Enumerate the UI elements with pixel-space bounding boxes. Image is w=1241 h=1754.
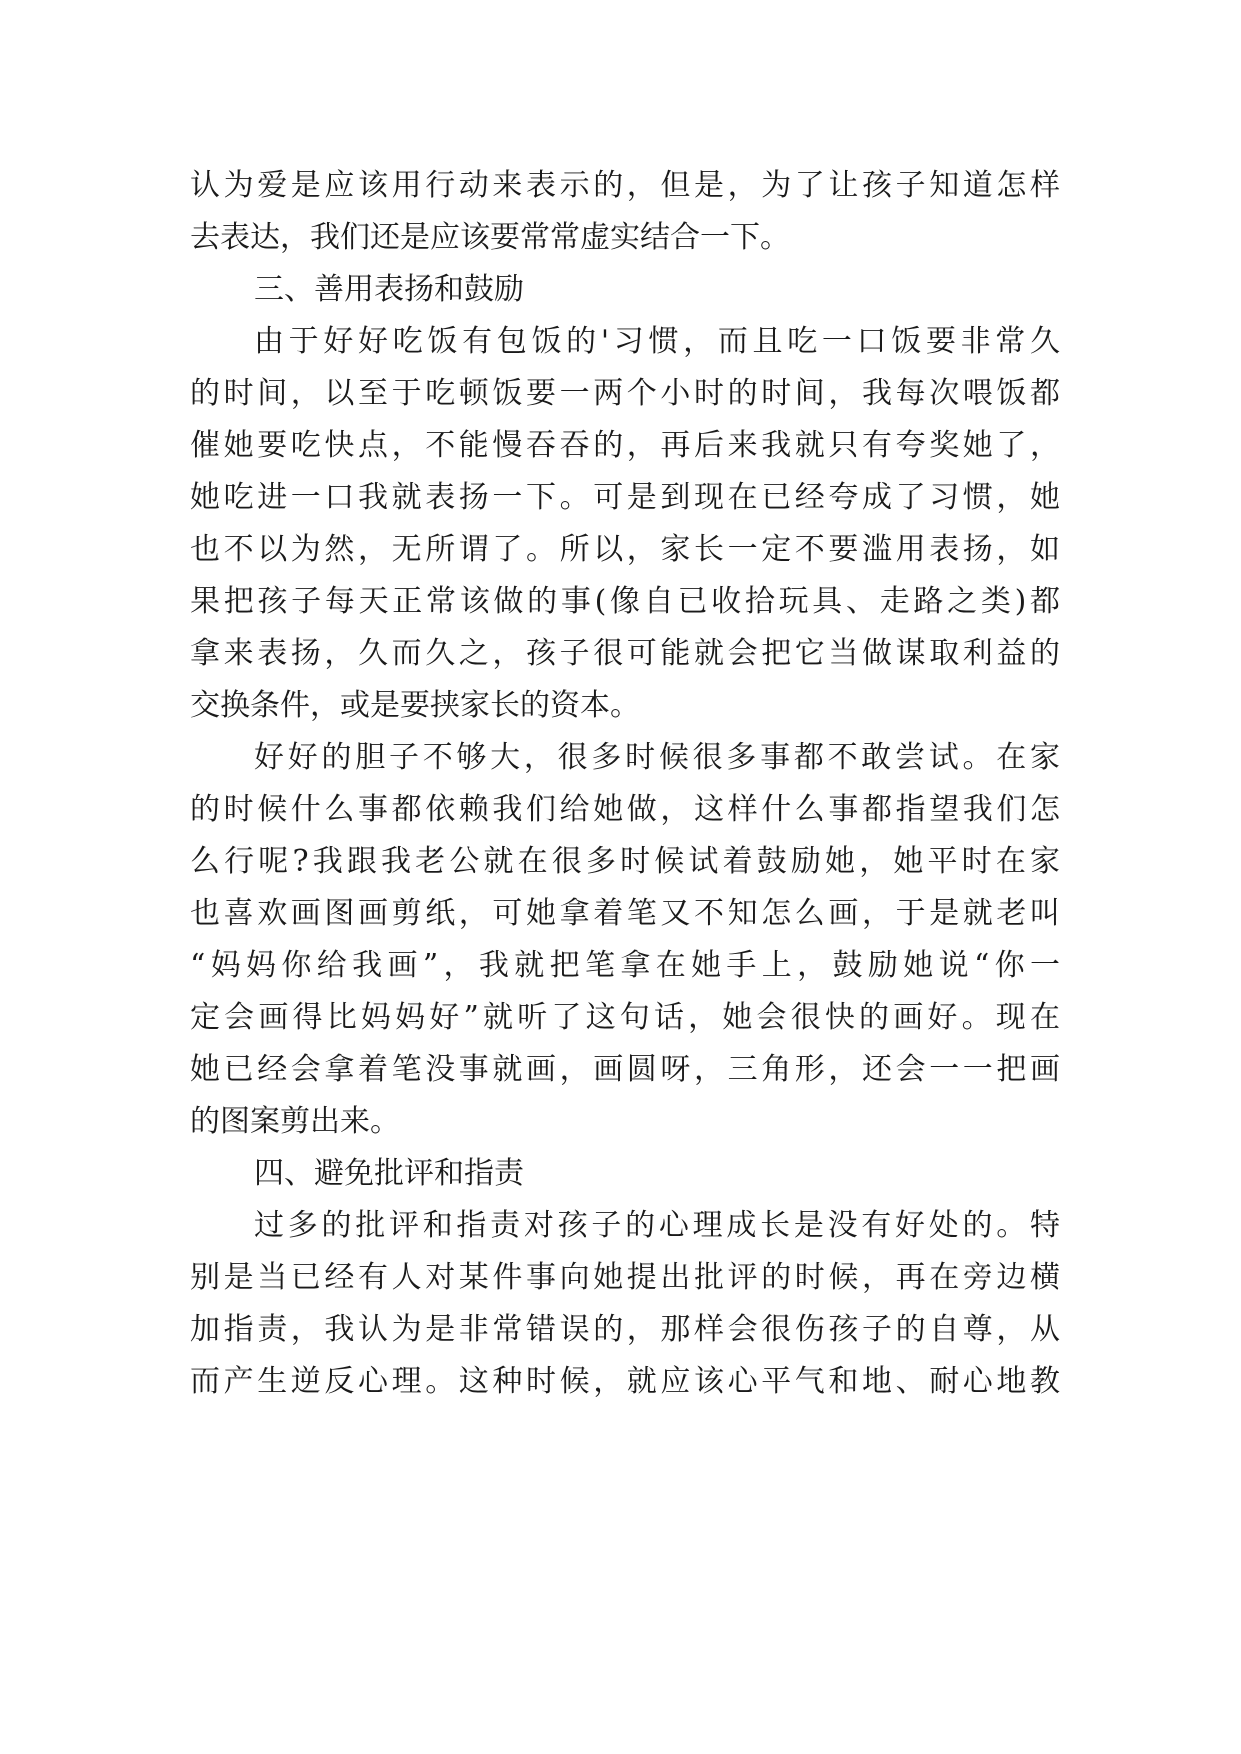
section-heading: 四、避免批评和指责 xyxy=(254,1156,524,1191)
text-line: 也喜欢画图画剪纸，可她拿着笔又不知怎么画，于是就老叫 xyxy=(190,896,1060,931)
text-line: 她吃进一口我就表扬一下。可是到现在已经夸成了习惯，她 xyxy=(190,480,1060,515)
text-line: “妈妈你给我画”，我就把笔拿在她手上，鼓励她说“你一 xyxy=(190,948,1060,983)
document-body xyxy=(190,160,1060,1408)
text-line: 也不以为然，无所谓了。所以，家长一定不要滥用表扬，如 xyxy=(190,532,1060,567)
text-line: 去表达，我们还是应该要常常虚实结合一下。 xyxy=(190,220,790,255)
text-line: 而产生逆反心理。这种时候，就应该心平气和地、耐心地教 xyxy=(190,1364,1060,1399)
text-line: 过多的批评和指责对孩子的心理成长是没有好处的。特 xyxy=(254,1208,1060,1243)
text-line: 么行呢?我跟我老公就在很多时候试着鼓励她，她平时在家 xyxy=(190,844,1060,879)
text-line: 催她要吃快点，不能慢吞吞的，再后来我就只有夸奖她了， xyxy=(190,428,1060,463)
text-line: 拿来表扬，久而久之，孩子很可能就会把它当做谋取利益的 xyxy=(190,636,1060,671)
text-line: 认为爱是应该用行动来表示的，但是，为了让孩子知道怎样 xyxy=(190,168,1060,203)
text-line: 定会画得比妈妈好”就听了这句话，她会很快的画好。现在 xyxy=(190,1000,1060,1035)
text-line: 别是当已经有人对某件事向她提出批评的时候，再在旁边横 xyxy=(190,1260,1060,1295)
text-line: 好好的胆子不够大，很多时候很多事都不敢尝试。在家 xyxy=(254,740,1060,775)
text-line: 的图案剪出来。 xyxy=(190,1104,400,1139)
text-line: 由于好好吃饭有包饭的'习惯，而且吃一口饭要非常久 xyxy=(254,324,1060,359)
text-line: 加指责，我认为是非常错误的，那样会很伤孩子的自尊，从 xyxy=(190,1312,1060,1347)
text-line: 的时间，以至于吃顿饭要一两个小时的时间，我每次喂饭都 xyxy=(190,376,1060,411)
text-line: 交换条件，或是要挟家长的资本。 xyxy=(190,688,640,723)
text-line: 她已经会拿着笔没事就画，画圆呀，三角形，还会一一把画 xyxy=(190,1052,1060,1087)
text-line: 果把孩子每天正常该做的事(像自已收拾玩具、走路之类)都 xyxy=(190,584,1060,619)
text-line: 的时候什么事都依赖我们给她做，这样什么事都指望我们怎 xyxy=(190,792,1060,827)
section-heading: 三、善用表扬和鼓励 xyxy=(254,272,524,307)
